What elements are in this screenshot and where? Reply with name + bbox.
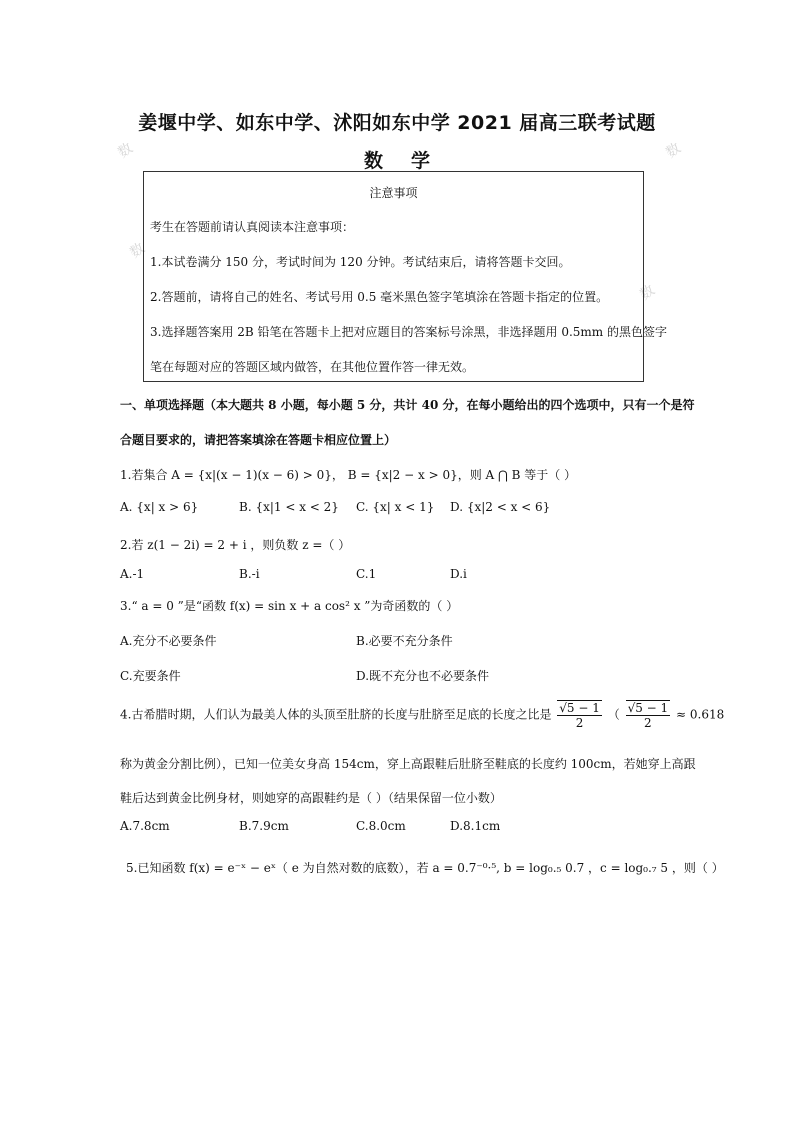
question-2-option-a: A.-1 [120, 567, 145, 581]
question-3-stem: 3.“ a = 0 ”是“函数 f(x) = sin x + a cos² x ”为奇函数的（ ） [120, 599, 459, 613]
notice-title: 注意事项 [369, 186, 418, 200]
question-2-option-d: D.i [450, 567, 467, 581]
question-4-option-d: D.8.1cm [450, 819, 501, 833]
fraction-numerator: √5 − 1 [627, 701, 669, 715]
exam-subject: 数学 [363, 150, 458, 172]
question-3-option-a: A.充分不必要条件 [120, 634, 217, 648]
question-1-option-d: D. {x|2 < x < 6} [450, 500, 551, 514]
approx-value: ≈ 0.618 [676, 707, 725, 722]
question-4-option-c: C.8.0cm [356, 819, 406, 833]
question-1-option-a: A. {x| x > 6} [120, 500, 199, 514]
question-4-stem-line2: 称为黄金分割比例），已知一位美女身高 154cm，穿上高跟鞋后肚脐至鞋底的长度约 100cm，若她穿上高跟 [120, 757, 696, 771]
question-1-stem: 1.若集合 A = {x|(x − 1)(x − 6) > 0}， B = {x|2 − x > 0}，则 A ⋂ B 等于（ ） [120, 468, 577, 482]
golden-ratio-fraction [626, 700, 671, 730]
paren-open: （ [607, 707, 620, 722]
notice-line: 1.本试卷满分 150 分，考试时间为 120 分钟。考试结束后，请将答题卡交回。 [150, 255, 571, 269]
question-1-option-c: C. {x| x < 1} [356, 500, 435, 514]
notice-line: 3.选择题答案用 2B 铅笔在答题卡上把对应题目的答案标号涂黑，非选择题用 0.5mm 的黑色签字 [150, 325, 668, 339]
fraction-denominator: 2 [575, 716, 584, 730]
section-heading: 一、单项选择题（本大题共 8 小题，每小题 5 分，共计 40 分，在每小题给出的四个选项中，只有一个是符 [120, 398, 695, 412]
fraction-denominator: 2 [644, 716, 652, 730]
watermark: 数 [115, 140, 136, 162]
question-2-stem: 2.若 z(1 − 2i) = 2 + i ，则负数 z =（ ） [120, 538, 351, 552]
golden-ratio-fraction [557, 700, 602, 730]
section-heading: 合题目要求的，请把答案填涂在答题卡相应位置上） [120, 433, 397, 447]
question-5-stem: 5.已知函数 f(x) = e⁻ˣ − eˣ（ e 为自然对数的底数），若 a = 0.7⁻⁰·⁵, b = log₀.₅ 0.7 ，c = log₀.₇ 5 ，则（ ） [126, 861, 724, 875]
question-1-option-b: B. {x|1 < x < 2} [239, 500, 339, 514]
question-3-option-c: C.充要条件 [120, 669, 181, 683]
question-2-option-b: B.-i [239, 567, 260, 581]
question-3-option-d: D.既不充分也不必要条件 [356, 669, 490, 683]
notice-line: 笔在每题对应的答题区域内做答，在其他位置作答一律无效。 [150, 360, 475, 374]
notice-line: 2.答题前，请将自己的姓名、考试号用 0.5 毫米黑色签字笔填涂在答题卡指定的位置。 [150, 290, 609, 304]
watermark: 数 [637, 282, 658, 304]
question-4-option-b: B.7.9cm [239, 819, 289, 833]
notice-box [143, 171, 668, 382]
question-4-option-a: A.7.8cm [120, 819, 170, 833]
fraction-numerator: √5 − 1 [559, 701, 600, 715]
question-4-stem-line3: 鞋后达到黄金比例身材，则她穿的高跟鞋约是（ ）（结果保留一位小数） [120, 791, 502, 805]
question-2-option-c: C.1 [356, 567, 377, 581]
question-4-stem-line1 [120, 700, 724, 730]
watermark: 数 [663, 140, 684, 162]
notice-line: 考生在答题前请认真阅读本注意事项： [150, 220, 355, 234]
watermark: 数 [127, 240, 148, 262]
exam-title: 姜堰中学、如东中学、沭阳如东中学 2021 届高三联考试题 [138, 112, 656, 134]
question-3-option-b: B.必要不充分条件 [356, 634, 453, 648]
question-4-prefix: 4.古希腊时期，人们认为最美人体的头顶至肚脐的长度与肚脐至足底的长度之比是 [120, 707, 552, 722]
